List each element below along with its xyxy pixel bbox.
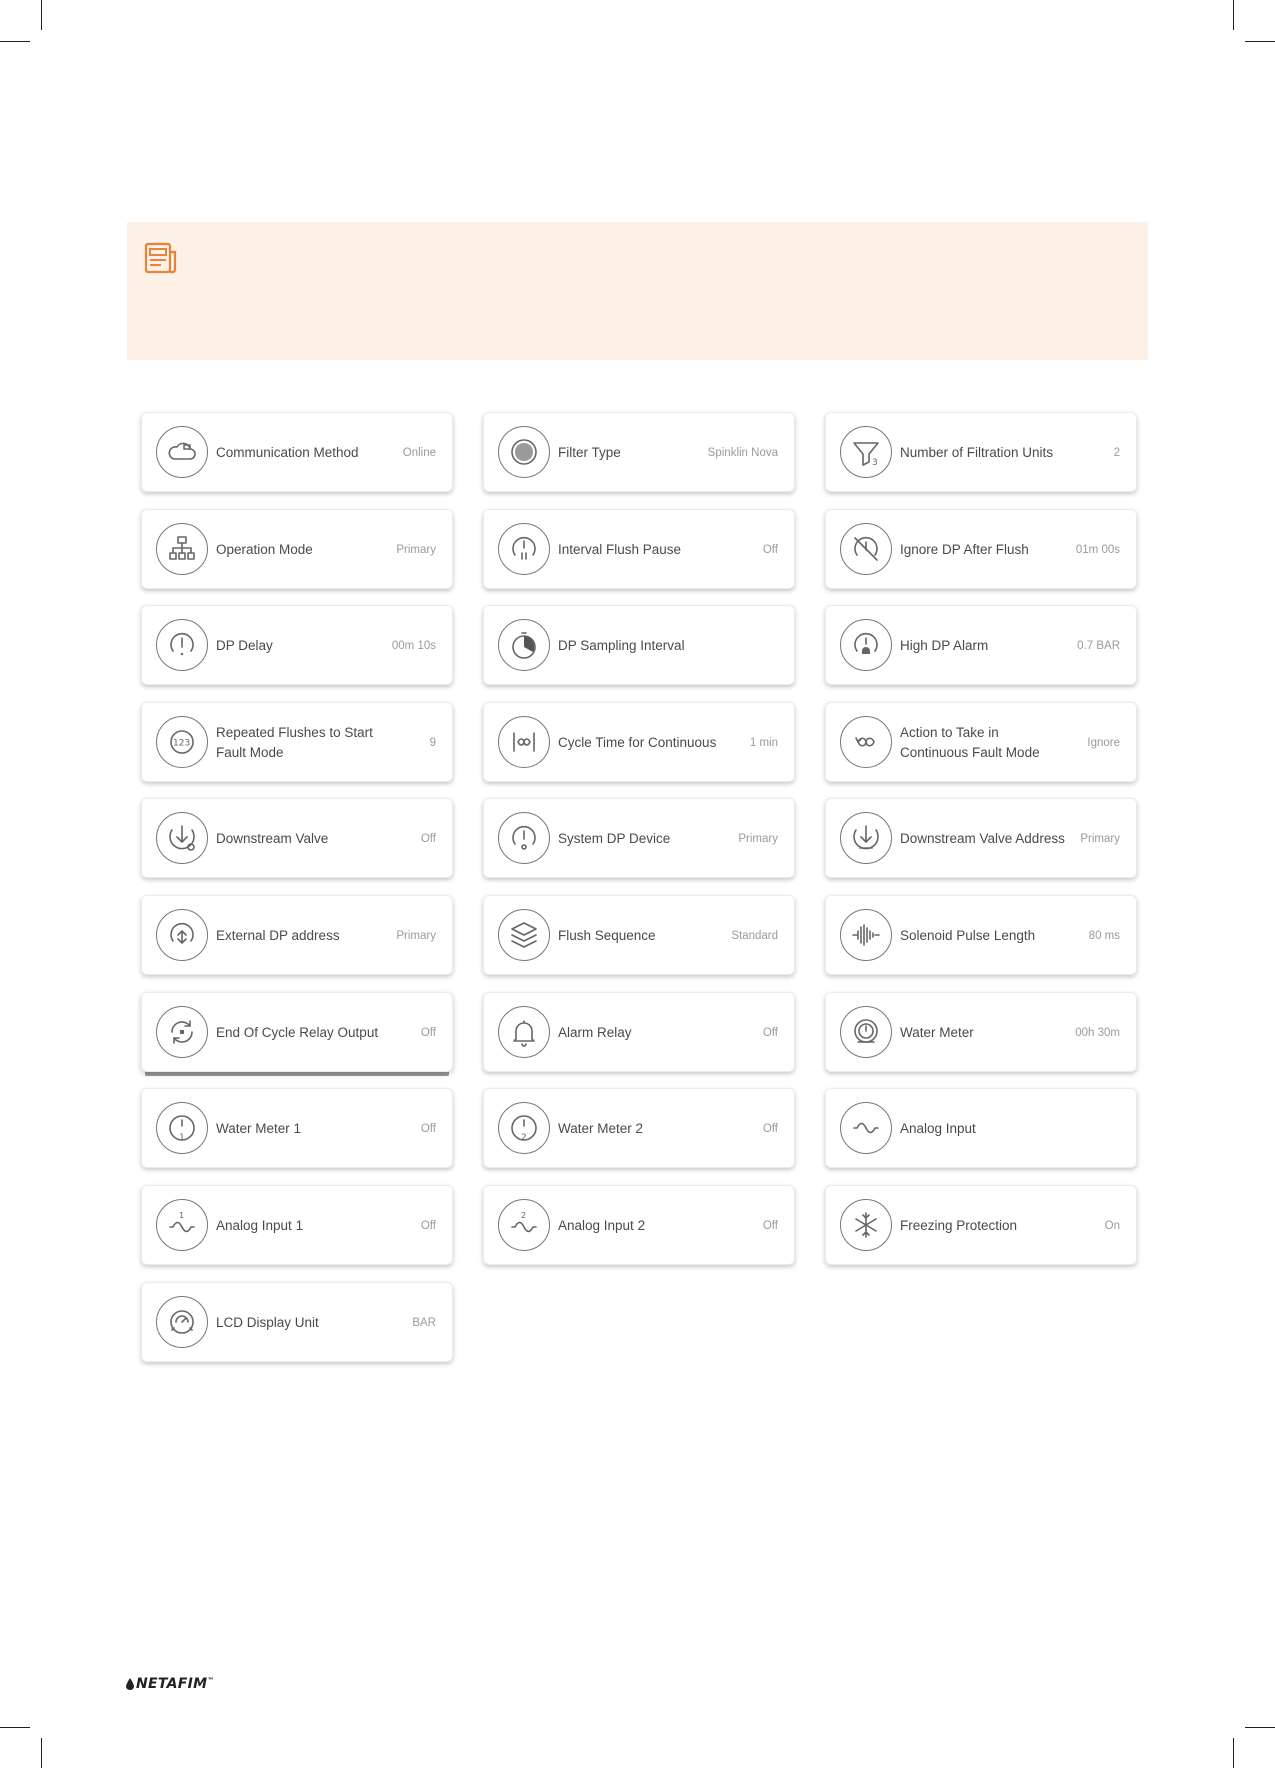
setting-card-filter-type[interactable]	[483, 412, 795, 492]
analog-wave-1-icon	[156, 1199, 208, 1251]
setting-value: Off	[420, 1220, 436, 1232]
setting-card-water-meter[interactable]	[825, 992, 1137, 1072]
setting-card-analog-input[interactable]	[825, 1088, 1137, 1168]
setting-card-action-to-take-in-continuous-fault-mode[interactable]	[825, 702, 1137, 782]
snowflake-icon	[840, 1199, 892, 1251]
water-meter-icon	[840, 1006, 892, 1058]
setting-label: Downstream Valve Address	[900, 831, 1065, 846]
setting-value: Off	[762, 544, 778, 556]
setting-label: Solenoid Pulse Length	[900, 928, 1036, 943]
svg-text:2: 2	[521, 1133, 527, 1143]
funnel-icon	[840, 426, 892, 478]
setting-value: Off	[762, 1027, 778, 1039]
setting-card-high-dp-alarm[interactable]	[825, 605, 1137, 685]
setting-card-solenoid-pulse-length[interactable]	[825, 895, 1137, 975]
setting-value: BAR	[412, 1317, 436, 1329]
cloud-icon	[156, 426, 208, 478]
setting-card-dp-delay[interactable]	[141, 605, 453, 685]
setting-value: Off	[420, 1027, 436, 1039]
setting-card-communication-method[interactable]	[141, 412, 453, 492]
setting-value: Off	[420, 1123, 436, 1135]
timer-icon	[498, 619, 550, 671]
setting-value: Online	[402, 447, 436, 459]
setting-value: 2	[1113, 447, 1120, 459]
svg-text:1: 1	[179, 1211, 185, 1220]
setting-value: Off	[762, 1123, 778, 1135]
setting-label: Operation Mode	[216, 542, 313, 557]
disc-filter-icon	[498, 426, 550, 478]
gauge-pause-icon	[498, 523, 550, 575]
setting-card-freezing-protection[interactable]	[825, 1185, 1137, 1265]
setting-card-external-dp-address[interactable]	[141, 895, 453, 975]
loop-icon	[840, 716, 892, 768]
setting-value: Off	[420, 833, 436, 845]
setting-card-downstream-valve-address[interactable]	[825, 798, 1137, 878]
setting-value: Ignore	[1087, 737, 1120, 749]
svg-text:1: 1	[179, 1133, 185, 1143]
setting-value: Spinklin Nova	[707, 447, 778, 459]
setting-value: 80 ms	[1088, 930, 1120, 942]
drop-icon	[126, 1678, 134, 1690]
setting-card-operation-mode[interactable]	[141, 509, 453, 589]
setting-label: Analog Input 2	[558, 1218, 646, 1233]
water-meter-1-icon	[156, 1102, 208, 1154]
setting-card-lcd-display-unit[interactable]	[141, 1282, 453, 1362]
setting-card-interval-flush-pause[interactable]	[483, 509, 795, 589]
gauge-device-icon	[498, 812, 550, 864]
layers-icon	[498, 909, 550, 961]
setting-label: Repeated Flushes to Start Fault Mode	[216, 725, 373, 760]
downstream-valve-icon	[156, 812, 208, 864]
gauge-alert-icon	[156, 619, 208, 671]
setting-card-ignore-dp-after-flush[interactable]	[825, 509, 1137, 589]
setting-value: 01m 00s	[1075, 544, 1120, 556]
setting-label: High DP Alarm	[900, 638, 989, 653]
setting-value: Primary	[738, 833, 778, 845]
svg-text:123: 123	[173, 738, 191, 749]
setting-label: Interval Flush Pause	[558, 542, 682, 557]
lcd-unit-icon	[156, 1296, 208, 1348]
analog-wave-2-icon	[498, 1199, 550, 1251]
setting-label: Ignore DP After Flush	[900, 542, 1029, 557]
logo-trademark: ™	[207, 1676, 215, 1685]
setting-value: Primary	[1080, 833, 1120, 845]
netafim-logo	[126, 1676, 215, 1692]
setting-label: Analog Input	[900, 1121, 976, 1136]
setting-card-system-dp-device[interactable]	[483, 798, 795, 878]
bell-icon	[498, 1006, 550, 1058]
setting-card-downstream-valve[interactable]	[141, 798, 453, 878]
setting-label: Water Meter 2	[558, 1121, 644, 1136]
valve-address-icon	[840, 812, 892, 864]
hierarchy-icon	[156, 523, 208, 575]
setting-label: Water Meter	[900, 1025, 974, 1040]
setting-label: Number of Filtration Units	[900, 445, 1054, 460]
setting-value: 9	[429, 737, 436, 749]
setting-card-analog-input-2[interactable]	[483, 1185, 795, 1265]
setting-card-analog-input-1[interactable]	[141, 1185, 453, 1265]
analog-wave-icon	[840, 1102, 892, 1154]
external-dp-icon	[156, 909, 208, 961]
setting-value: Primary	[396, 544, 436, 556]
setting-label: System DP Device	[558, 831, 671, 846]
setting-value: 1 min	[749, 737, 778, 749]
setting-card-water-meter-2[interactable]	[483, 1088, 795, 1168]
gauge-crossed-icon	[840, 523, 892, 575]
setting-value: Primary	[396, 930, 436, 942]
pulse-icon	[840, 909, 892, 961]
setting-label: LCD Display Unit	[216, 1315, 319, 1330]
svg-text:2: 2	[521, 1211, 527, 1220]
logo-text: NETAFIM	[136, 1676, 208, 1692]
setting-label: Downstream Valve	[216, 831, 329, 846]
cycle-relay-icon	[156, 1006, 208, 1058]
setting-label: Water Meter 1	[216, 1121, 302, 1136]
setting-label: Alarm Relay	[558, 1025, 632, 1040]
setting-card-alarm-relay[interactable]	[483, 992, 795, 1072]
setting-label: Action to Take in Continuous Fault Mode	[900, 725, 1040, 760]
setting-label: DP Sampling Interval	[558, 638, 685, 653]
setting-card-number-of-filtration-units[interactable]	[825, 412, 1137, 492]
setting-value: 00h 30m	[1075, 1027, 1120, 1039]
setting-label: Cycle Time for Continuous	[558, 735, 717, 750]
svg-text:3: 3	[872, 458, 878, 468]
setting-value: On	[1104, 1220, 1120, 1232]
setting-label: External DP address	[216, 928, 340, 943]
setting-label: End Of Cycle Relay Output	[216, 1025, 379, 1040]
infinity-icon	[498, 716, 550, 768]
setting-label: Analog Input 1	[216, 1218, 304, 1233]
setting-card-water-meter-1[interactable]	[141, 1088, 453, 1168]
setting-label: DP Delay	[216, 638, 273, 653]
counter-123-icon	[156, 716, 208, 768]
setting-card-repeated-flushes-to-start-fault-mode[interactable]	[141, 702, 453, 782]
setting-value: 0.7 BAR	[1077, 640, 1120, 652]
setting-value: 00m 10s	[391, 640, 436, 652]
setting-label: Freezing Protection	[900, 1218, 1018, 1233]
water-meter-2-icon	[498, 1102, 550, 1154]
setting-card-dp-sampling-interval[interactable]	[483, 605, 795, 685]
setting-card-cycle-time-for-continuous[interactable]	[483, 702, 795, 782]
setting-card-end-of-cycle-relay-output[interactable]	[141, 992, 453, 1072]
setting-value: Standard	[731, 930, 778, 942]
setting-label: Filter Type	[558, 445, 621, 460]
gauge-bell-icon	[840, 619, 892, 671]
setting-card-flush-sequence[interactable]	[483, 895, 795, 975]
setting-label: Communication Method	[216, 445, 359, 460]
setting-value: Off	[762, 1220, 778, 1232]
setting-label: Flush Sequence	[558, 928, 656, 943]
